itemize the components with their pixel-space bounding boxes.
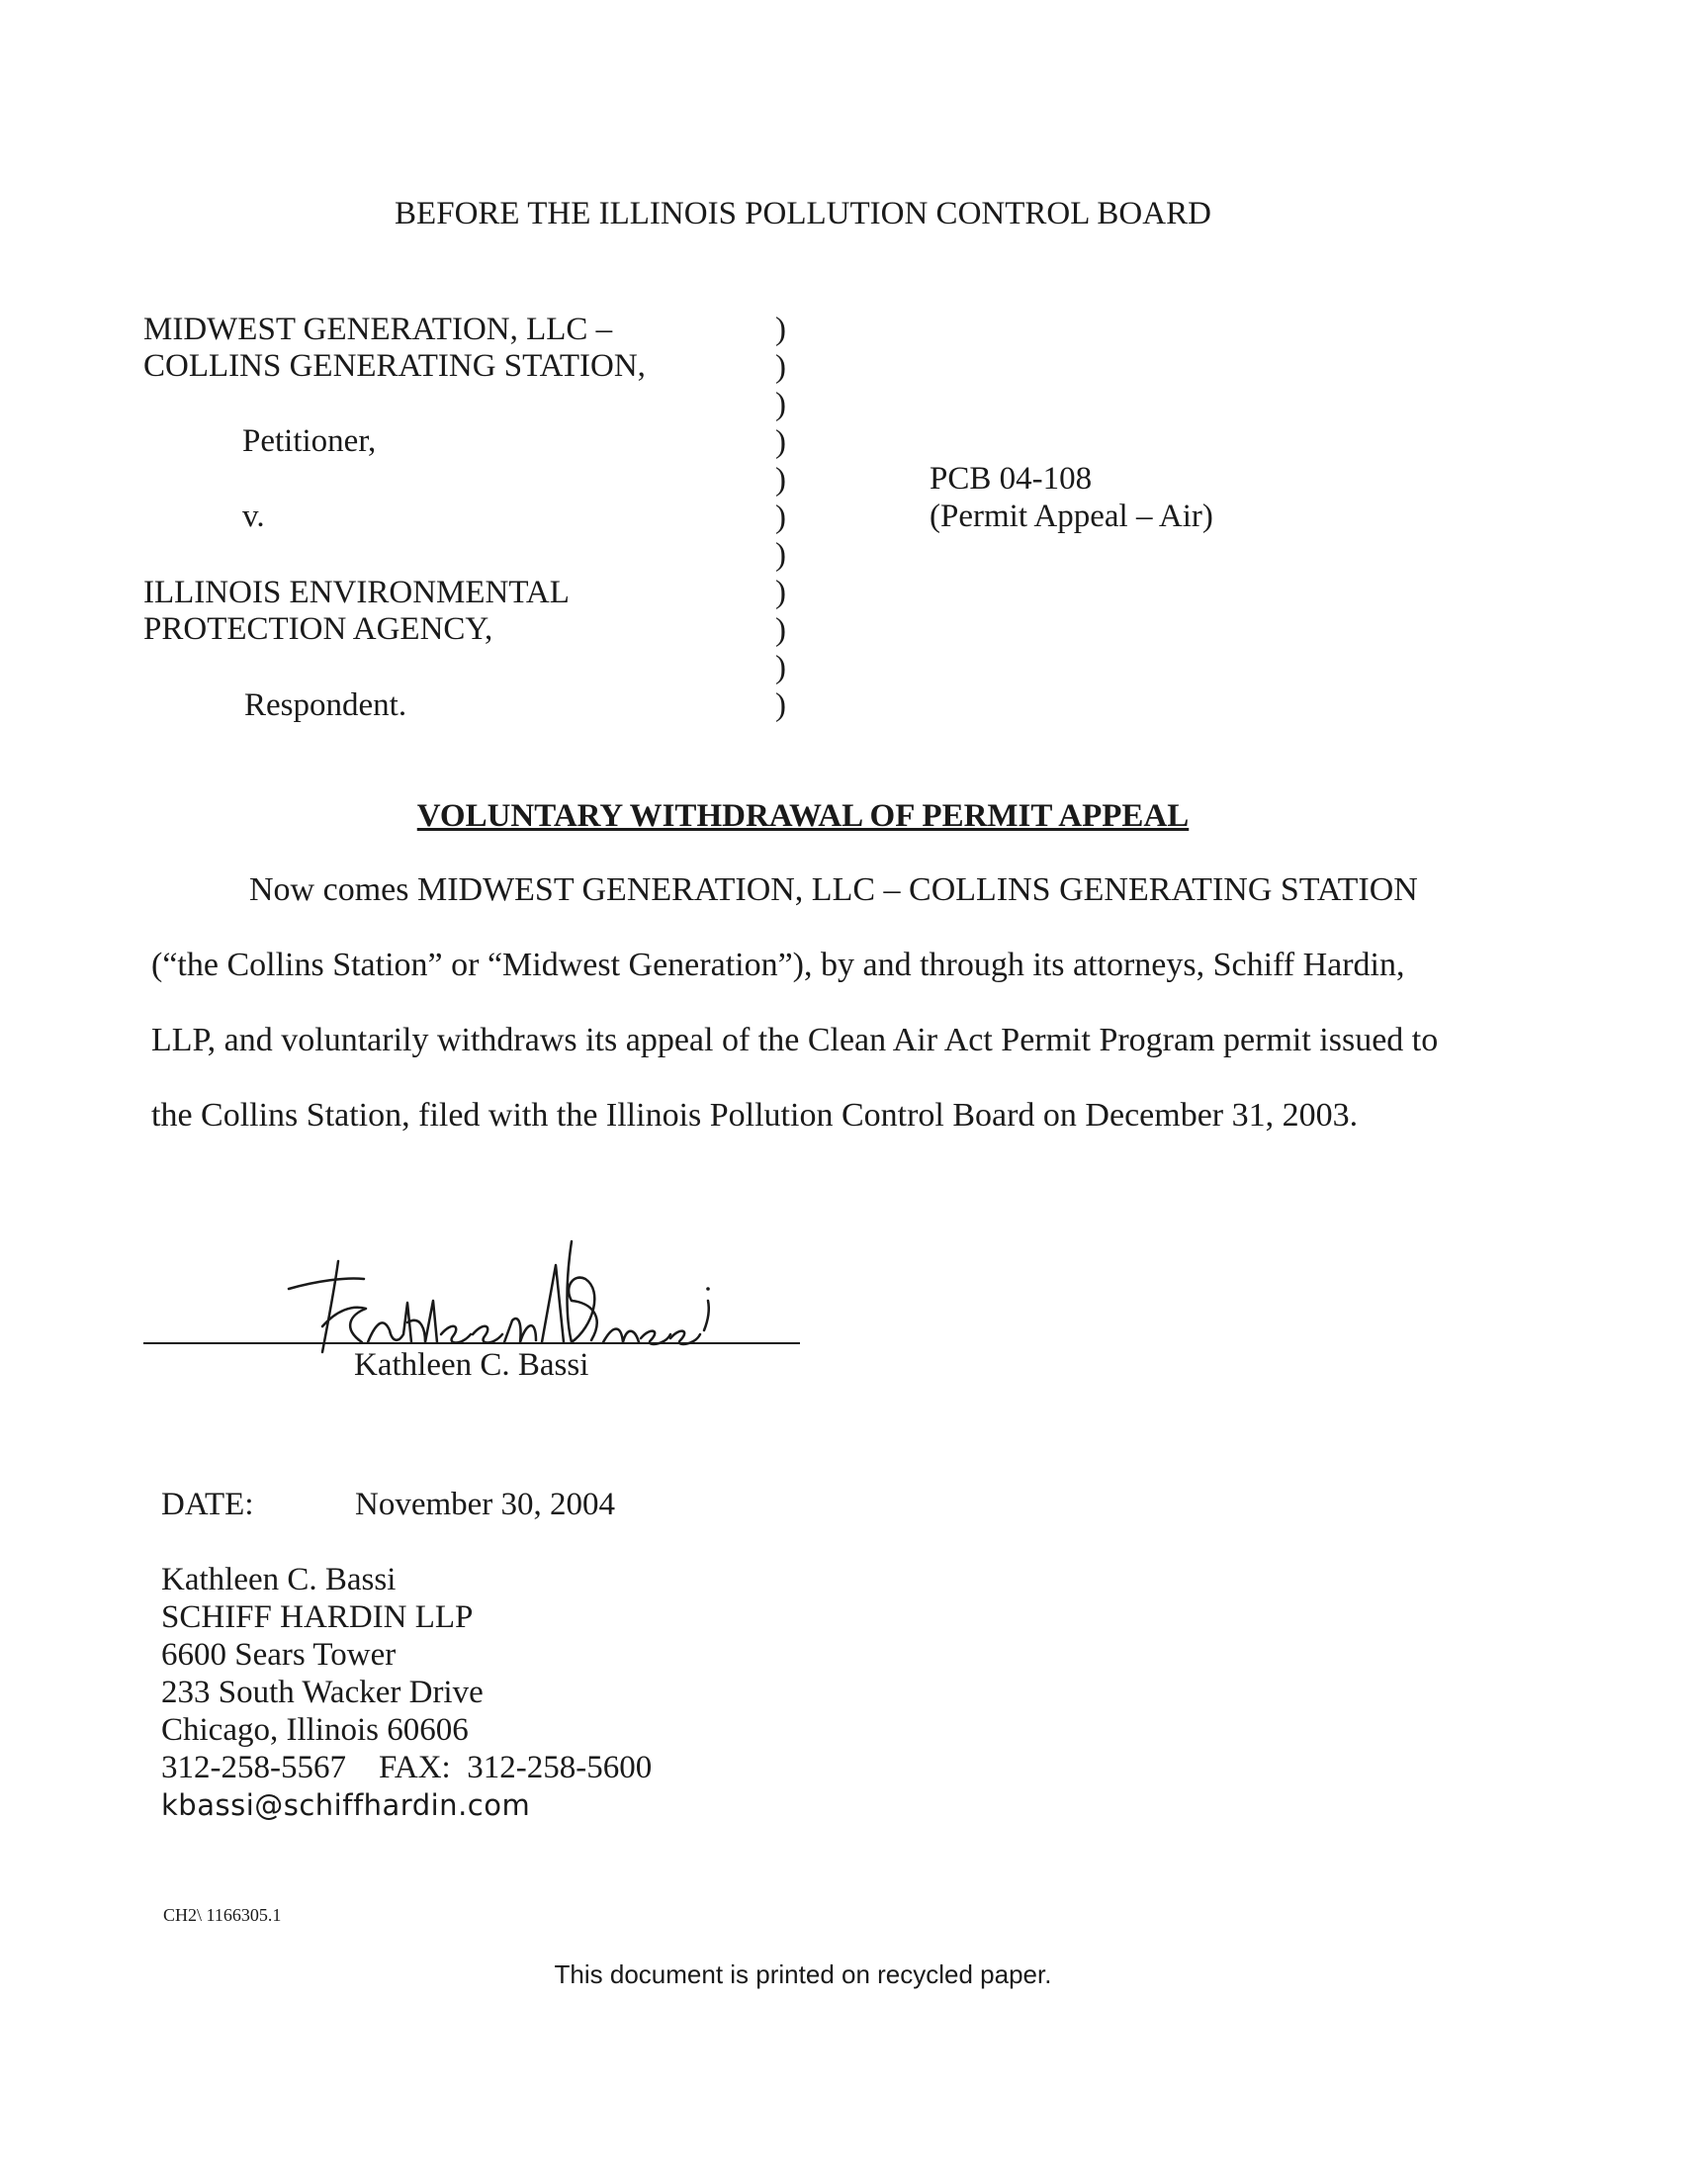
caption-paren: ) xyxy=(775,462,786,498)
respondent-name-line2: PROTECTION AGENCY, xyxy=(143,611,493,647)
caption-paren: ) xyxy=(775,424,786,460)
versus-label: v. xyxy=(242,499,265,534)
body-line-3: LLP, and voluntarily withdraws its appeal of the Clean Air Act Permit Program permit issued to xyxy=(151,1022,1439,1058)
contact-address2: 233 South Wacker Drive xyxy=(161,1675,484,1710)
contact-city-state-zip: Chicago, Illinois 60606 xyxy=(161,1712,469,1748)
contact-phone-fax: 312-258-5567 FAX: 312-258-5600 xyxy=(161,1750,653,1785)
caption-paren: ) xyxy=(775,312,786,347)
contact-address1: 6600 Sears Tower xyxy=(161,1637,397,1673)
body-line-2: (“the Collins Station” or “Midwest Generation”), by and through its attorneys, Schiff Hardin, xyxy=(151,947,1405,983)
date-value: November 30, 2004 xyxy=(355,1487,616,1522)
caption-paren: ) xyxy=(775,349,786,385)
petitioner-label: Petitioner, xyxy=(242,423,377,459)
contact-firm: SCHIFF HARDIN LLP xyxy=(161,1599,474,1635)
respondent-label: Respondent. xyxy=(244,687,407,723)
caption-paren: ) xyxy=(775,612,786,648)
signature-line xyxy=(143,1342,800,1344)
board-heading: BEFORE THE ILLINOIS POLLUTION CONTROL BOARD xyxy=(395,196,1211,231)
caption-paren: ) xyxy=(775,575,786,610)
document-id: CH2\ 1166305.1 xyxy=(163,1905,282,1925)
contact-email: kbassi@schiffhardin.com xyxy=(161,1788,531,1822)
petitioner-name-line1: MIDWEST GENERATION, LLC – xyxy=(143,312,613,347)
printed-signer-name: Kathleen C. Bassi xyxy=(354,1347,589,1383)
caption-paren: ) xyxy=(775,537,786,573)
petitioner-name-line2: COLLINS GENERATING STATION, xyxy=(143,348,646,384)
body-line-1: Now comes MIDWEST GENERATION, LLC – COLLINS GENERATING STATION xyxy=(249,871,1418,908)
body-line-4: the Collins Station, filed with the Illinois Pollution Control Board on December 31, 2003. xyxy=(151,1097,1359,1134)
respondent-name-line1: ILLINOIS ENVIRONMENTAL xyxy=(143,575,570,610)
caption-paren: ) xyxy=(775,500,786,535)
caption-paren: ) xyxy=(775,650,786,685)
document-title: VOLUNTARY WITHDRAWAL OF PERMIT APPEAL xyxy=(416,798,1190,834)
caption-paren: ) xyxy=(775,387,786,422)
signature-graphic xyxy=(277,1231,712,1360)
date-label: DATE: xyxy=(161,1487,254,1522)
recycled-paper-note: This document is printed on recycled paper. xyxy=(554,1959,1052,1989)
caption-paren: ) xyxy=(775,687,786,723)
contact-name: Kathleen C. Bassi xyxy=(161,1562,397,1597)
case-number: PCB 04-108 xyxy=(930,461,1093,497)
case-type: (Permit Appeal – Air) xyxy=(930,499,1213,534)
